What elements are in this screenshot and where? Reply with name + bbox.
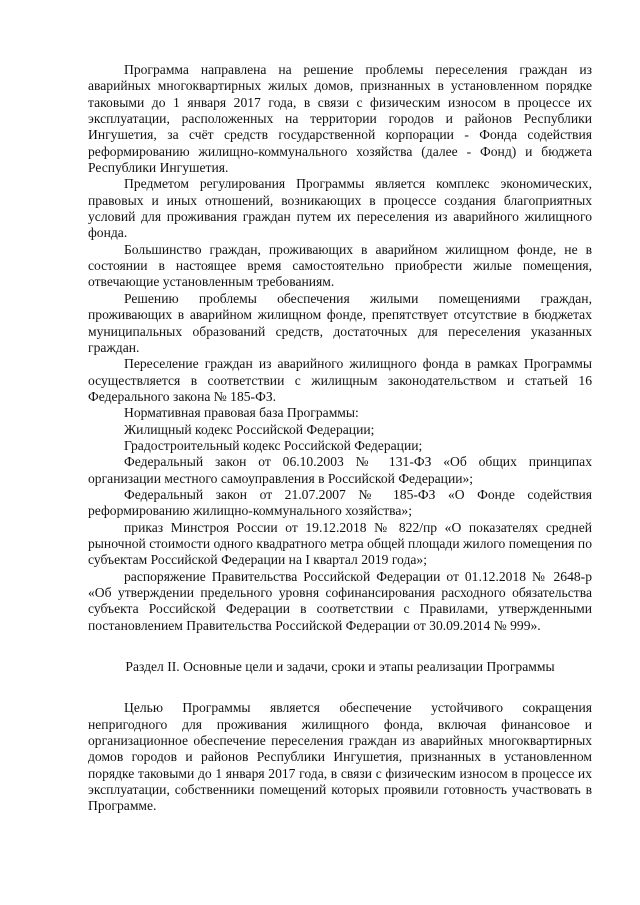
paragraph-budget-obstacle: Решению проблемы обеспечения жилыми помещениями граждан, проживающих в аварийном жилищном фонде, препятствует отсутствие в бюджетах муниципальных образований средств, достаточных для переселения указанных граждан.	[88, 290, 592, 355]
paragraph-legal-base-title: Нормативная правовая база Программы:	[124, 405, 359, 421]
paragraph-federal-law-131: Федеральный закон от 06.10.2003 № 131-ФЗ «Об общих принципах организации местного самоуправления в Российской Федерации»;	[88, 454, 592, 486]
paragraph-legislation-basis: Переселение граждан из аварийного жилищного фонда в рамках Программы осуществляется в соответствии с жилищным законодательством и статьей 16 Федерального закона № 185-ФЗ.	[88, 356, 592, 404]
section-heading: Раздел II. Основные цели и задачи, сроки и этапы реализации Программы	[125, 659, 555, 675]
document-page	[88, 62, 592, 815]
paragraph-program-purpose: Программа направлена на решение проблемы переселения граждан из аварийных многоквартирных жилых домов, признанных в установленном порядке таковыми до 1 января 2017 года, в связи с физическим износом в процессе их эксплуатации, расположенных на территории городов и районов Республики Ингушетия, за счёт средств государственной корпорации - Фонда содействия реформированию жилищно-коммунального хозяйства (далее - Фонд) и бюджета Республики Ингушетия.	[88, 62, 592, 176]
paragraph-minstroy-order: приказ Минстроя России от 19.12.2018 № 822/пр «О показателях средней рыночной стоимости одного квадратного метра общей площади жилого помещения по субъектам Российской Федерации на I квартал 2019 года»;	[88, 519, 592, 568]
paragraph-program-goal: Целью Программы является обеспечение устойчивого сокращения непригодного для проживания жилищного фонда, включая финансовое и организационное обеспечение переселения граждан из аварийных многоквартирных домов городов и районов Республики Ингушетия, признанных в установленном порядке таковыми до 1 января 2017 года, в связи с физическим износом в процессе их эксплуатации, собственники помещений которых проявили готовность участвовать в Программе.	[88, 700, 592, 814]
paragraph-citizens-unable: Большинство граждан, проживающих в аварийном жилищном фонде, не в состоянии в настоящее время самостоятельно приобрести жилые помещения, отвечающие установленным требованиям.	[88, 241, 592, 290]
paragraph-government-decree: распоряжение Правительства Российской Федерации от 01.12.2018 № 2648-р «Об утверждении предельного уровня софинансирования расходного обязательства субъекта Российской Федерации в соответствии с Правилами, утвержденными постановлением Правительства Российской Федерации от 30.09.2014 № 999».	[88, 568, 592, 633]
paragraph-housing-code: Жилищный кодекс Российской Федерации;	[124, 421, 375, 437]
paragraph-regulation-subject: Предметом регулирования Программы является комплекс экономических, правовых и иных отношений, возникающих в процессе создания благоприятных условий для проживания граждан путем их переселения из аварийного жилищного фонда.	[88, 176, 592, 241]
paragraph-urban-planning-code: Градостроительный кодекс Российской Федерации;	[124, 437, 423, 453]
paragraph-federal-law-185: Федеральный закон от 21.07.2007 № 185-ФЗ «О Фонде содействия реформированию жилищно-коммунального хозяйства»;	[88, 486, 592, 519]
